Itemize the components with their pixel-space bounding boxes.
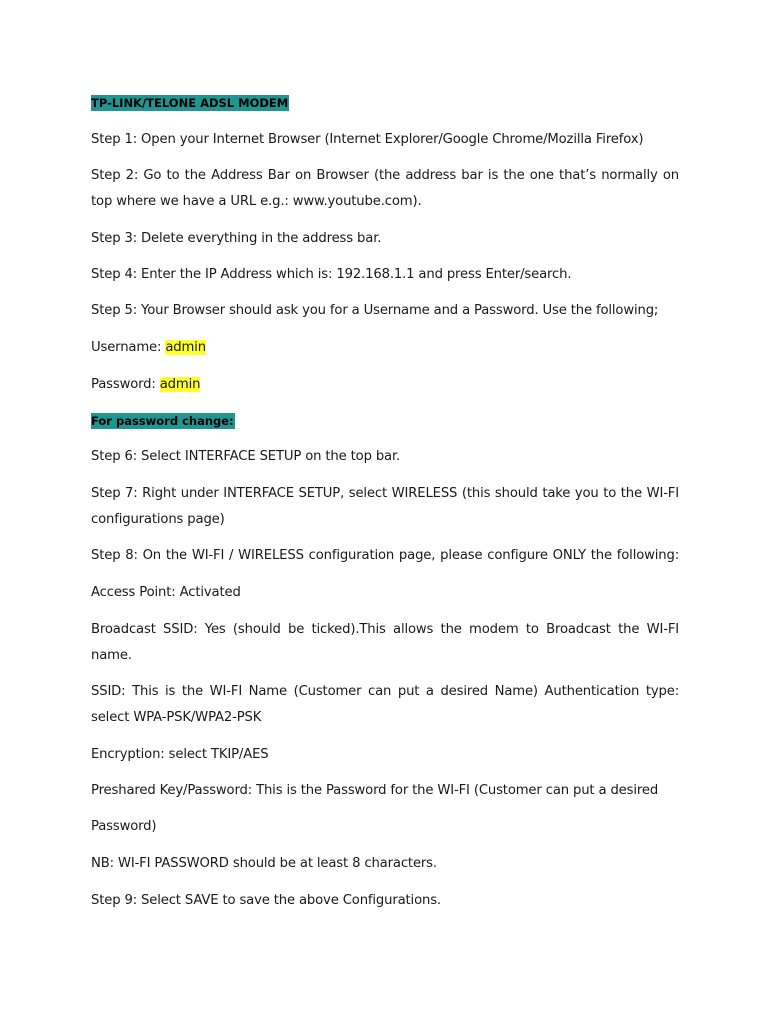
- password-value: admin: [159, 377, 201, 392]
- ssid-line-2: select WPA-PSK/WPA2-PSK: [91, 710, 262, 725]
- username-value: admin: [165, 340, 206, 355]
- step-1: Step 1: Open your Internet Browser (Internet Explorer/Google Chrome/Mozilla Firefox): [91, 132, 644, 147]
- heading-line: [91, 90, 679, 117]
- preshared-key-line-2: Password): [91, 819, 157, 834]
- encryption: Encryption: select TKIP/AES: [91, 747, 269, 762]
- step-4: Step 4: Enter the IP Address which is: 192.168.1.1 and press Enter/search.: [91, 267, 572, 282]
- broadcast-ssid-line-2: name.: [91, 648, 132, 663]
- subheading-line: [91, 408, 679, 435]
- step-6: Step 6: Select INTERFACE SETUP on the top bar.: [91, 449, 401, 464]
- step-2-line-1: Step 2: Go to the Address Bar on Browser (the address bar is the one that’s normally on: [91, 168, 679, 183]
- nb-note: NB: WI-FI PASSWORD should be at least 8 characters.: [91, 856, 437, 871]
- step-7-line-2: configurations page): [91, 512, 225, 527]
- password-change-subheading: For password change:: [91, 414, 234, 428]
- document-heading: TP-LINK/TELONE ADSL MODEM: [91, 96, 289, 110]
- username-line: [91, 335, 679, 361]
- step-5: Step 5: Your Browser should ask you for a Username and a Password. Use the following;: [91, 303, 659, 318]
- access-point: Access Point: Activated: [91, 585, 241, 600]
- ssid-line-1: SSID: This is the WI-FI Name (Customer can put a desired Name) Authentication type:: [91, 684, 679, 699]
- step-9: Step 9: Select SAVE to save the above Configurations.: [91, 893, 441, 908]
- username-label: Username:: [91, 340, 166, 355]
- password-line: [91, 372, 679, 398]
- preshared-key-line-1: Preshared Key/Password: This is the Password for the WI-FI (Customer can put a desired: [91, 783, 659, 798]
- step-7-line-1: Step 7: Right under INTERFACE SETUP, select WIRELESS (this should take you to the WI-FI: [91, 486, 679, 501]
- broadcast-ssid-line-1: Broadcast SSID: Yes (should be ticked).This allows the modem to Broadcast the WI-FI: [91, 622, 679, 637]
- step-3: Step 3: Delete everything in the address bar.: [91, 231, 382, 246]
- step-2-line-2: top where we have a URL e.g.: www.youtube.com).: [91, 194, 422, 209]
- password-label: Password:: [91, 377, 160, 392]
- step-8: Step 8: On the WI-FI / WIRELESS configuration page, please configure ONLY the following:: [91, 548, 679, 563]
